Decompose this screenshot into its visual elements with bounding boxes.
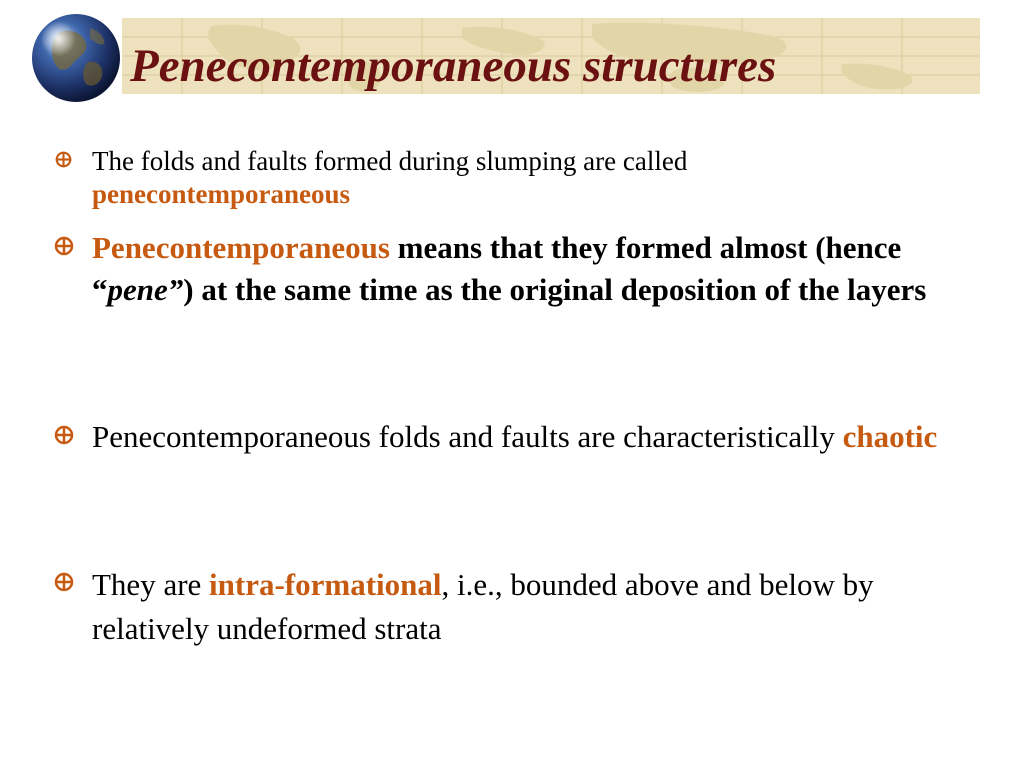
- bullet-text: They are: [92, 567, 210, 602]
- bullet-text: means that they formed almost (hence “: [92, 230, 902, 307]
- crosshair-circle-icon: [54, 236, 74, 256]
- bullet-highlight: penecontemporaneous: [92, 179, 350, 209]
- bullet-item: [92, 563, 972, 651]
- crosshair-circle-icon: [55, 151, 72, 168]
- bullet-text-continued: , i.e., bounded above and below by relatively undeformed strata: [92, 567, 874, 646]
- bullet-text: The folds and faults formed during slumping are called: [92, 146, 688, 176]
- bullet-text: Penecontemporaneous folds and faults are characteristically: [92, 419, 843, 454]
- bullet-highlight: chaotic: [842, 419, 938, 454]
- bullet-highlight: intra-formational: [209, 567, 442, 602]
- bullet-item: [92, 145, 972, 211]
- bullet-item: [92, 227, 972, 311]
- crosshair-circle-icon: [54, 572, 74, 592]
- bullet-text-continued: ) at the same time as the original deposition of the layers: [183, 272, 927, 307]
- slide-title: Penecontemporaneous structures: [130, 40, 777, 92]
- bullet-item: [92, 416, 972, 458]
- bullet-highlight: Penecontemporaneous: [92, 230, 390, 265]
- crosshair-circle-icon: [54, 425, 74, 445]
- bullet-italic-term: pene”: [107, 272, 184, 307]
